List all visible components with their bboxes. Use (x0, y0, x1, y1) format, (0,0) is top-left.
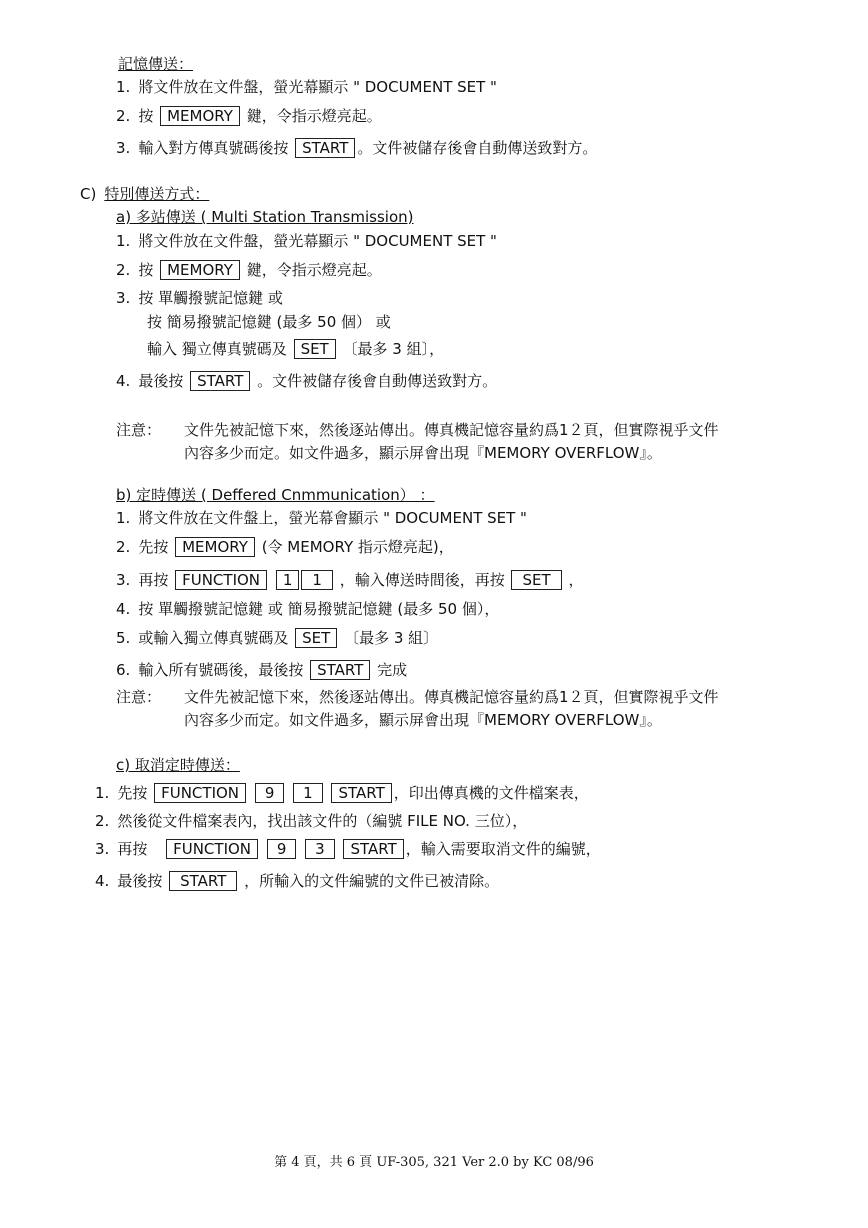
key-set: SET (294, 339, 336, 359)
key-1: 1 (293, 783, 323, 803)
step-num: 1. (116, 232, 131, 250)
subsection-c-title: c) 取消定時傳送： (116, 756, 240, 774)
key-start: START (331, 783, 391, 803)
step-3-line-2: 按 簡易撥號記憶鍵 (最多 50 個） 或 (147, 313, 391, 331)
key-1: 1 (301, 570, 333, 590)
step-text: ，印出傳真機的文件檔案表， (393, 784, 589, 802)
key-9: 9 (255, 783, 285, 803)
step-3 (116, 138, 597, 158)
key-start: START (310, 660, 370, 680)
step-num: 2. (116, 107, 131, 125)
note-line-2: 內容多少而定。如文件過多，顯示屏會出現『MEMORY OVERFLOW』。 (184, 444, 662, 462)
step-3 (116, 570, 583, 590)
key-start: START (169, 871, 237, 891)
step-num: 2. (116, 538, 131, 556)
key-3: 3 (305, 839, 335, 859)
step-text: 。文件被儲存後會自動傳送致對方。 (257, 372, 498, 390)
step-4 (95, 871, 499, 891)
section-title-memory-send: 記憶傳送： (118, 55, 194, 73)
key-start: START (295, 138, 355, 158)
step-1 (116, 77, 497, 97)
step-num: 4. (116, 600, 131, 618)
step-text: 最後按 (117, 872, 163, 890)
step-text: 輸入所有號碼後，最後按 (138, 661, 304, 679)
note-line-1: 文件先被記憶下來，然後逐站傳出。傳真機記憶容量約爲1２頁，但實際視乎文件 (184, 421, 719, 439)
step-text: 按 (138, 107, 154, 125)
step-text: 將文件放在文件盤，螢光幕顯示 " DOCUMENT SET " (138, 78, 497, 96)
step-num: 6. (116, 661, 131, 679)
step-num: 3. (116, 139, 131, 157)
step-text: ，輸入需要取消文件的編號， (405, 840, 601, 858)
step-2 (116, 537, 454, 557)
step-text: ，所輸入的文件編號的文件已被清除。 (244, 872, 500, 890)
step-3 (116, 288, 283, 308)
subsection-a-title: a) 多站傳送 ( Multi Station Transmission) (116, 208, 414, 226)
step-text: 或輸入獨立傳真號碼及 (138, 629, 289, 647)
step-1 (116, 508, 527, 528)
step-text: 再按 (117, 840, 148, 858)
step-num: 3. (116, 289, 131, 307)
step-6 (116, 660, 407, 680)
step-text: 完成 (377, 661, 408, 679)
step-num: 1. (95, 784, 110, 802)
step-text: 將文件放在文件盤上，螢光幕會顯示 " DOCUMENT SET " (138, 509, 527, 527)
step-text: ， (568, 571, 584, 589)
step-text: 先按 (117, 784, 148, 802)
note-label: 注意： (116, 688, 162, 706)
step-text: 將文件放在文件盤，螢光幕顯示 " DOCUMENT SET " (138, 232, 497, 250)
key-memory: MEMORY (160, 260, 240, 280)
step-text: 鍵，令指示燈亮起。 (246, 261, 382, 279)
key-memory: MEMORY (175, 537, 255, 557)
page-footer: 第 4 頁，共 6 頁 UF-305, 321 Ver 2.0 by KC 08/96 (274, 1155, 594, 1170)
section-title: 特別傳送方式： (104, 185, 210, 203)
step-num: 2. (95, 812, 110, 830)
step-num: 5. (116, 629, 131, 647)
step-num: 4. (95, 872, 110, 890)
key-start: START (343, 839, 403, 859)
key-memory: MEMORY (160, 106, 240, 126)
subsection-b-title: b) 定時傳送 ( Deffered Cnmmunication） ： (116, 486, 435, 504)
step-2 (116, 260, 382, 280)
step-4 (116, 599, 499, 619)
step-text: 按 (138, 261, 154, 279)
step-text: ，輸入傳送時間後，再按 (339, 571, 505, 589)
step-3-line-3 (147, 339, 444, 359)
step-text: 然後從文件檔案表內，找出該文件的（編號 FILE NO. 三位）， (117, 812, 528, 830)
step-1 (95, 783, 589, 803)
step-text: 鍵，令指示燈亮起。 (246, 107, 382, 125)
note-line-1: 文件先被記憶下來，然後逐站傳出。傳真機記憶容量約爲1２頁，但實際視乎文件 (184, 688, 719, 706)
step-3 (95, 839, 601, 859)
step-text: 按 單觸撥號記憶鍵 或 簡易撥號記憶鍵 (最多 50 個）， (138, 600, 500, 618)
step-text: 最後按 (138, 372, 184, 390)
note-label: 注意： (116, 421, 162, 439)
step-text: (令 MEMORY 指示燈亮起)， (261, 538, 454, 556)
step-text: 先按 (138, 538, 169, 556)
step-5 (116, 628, 438, 648)
key-function: FUNCTION (154, 783, 246, 803)
step-text: 按 單觸撥號記憶鍵 或 (138, 289, 283, 307)
step-num: 1. (116, 78, 131, 96)
step-text: 〔最多 3 組〕， (342, 340, 445, 358)
key-function: FUNCTION (175, 570, 267, 590)
step-1 (116, 231, 497, 251)
step-2 (116, 106, 382, 126)
step-text: 輸入對方傳真號碼後按 (138, 139, 289, 157)
step-text: 〔最多 3 組〕 (344, 629, 439, 647)
note-line-2: 內容多少而定。如文件過多，顯示屏會出現『MEMORY OVERFLOW』。 (184, 711, 662, 729)
step-num: 2. (116, 261, 131, 279)
step-num: 4. (116, 372, 131, 390)
step-num: 1. (116, 509, 131, 527)
key-9: 9 (267, 839, 297, 859)
key-set: SET (511, 570, 561, 590)
step-text: 輸入 獨立傳真號碼及 (147, 340, 287, 358)
step-num: 3. (116, 571, 131, 589)
section-label: C) (80, 185, 97, 203)
key-1: 1 (276, 570, 300, 590)
step-text: 。文件被儲存後會自動傳送致對方。 (357, 139, 598, 157)
section-c-heading (80, 184, 209, 204)
step-4 (116, 371, 497, 391)
key-set: SET (295, 628, 337, 648)
step-num: 3. (95, 840, 110, 858)
key-start: START (190, 371, 250, 391)
key-function: FUNCTION (166, 839, 258, 859)
step-text: 再按 (138, 571, 169, 589)
step-2 (95, 811, 527, 831)
